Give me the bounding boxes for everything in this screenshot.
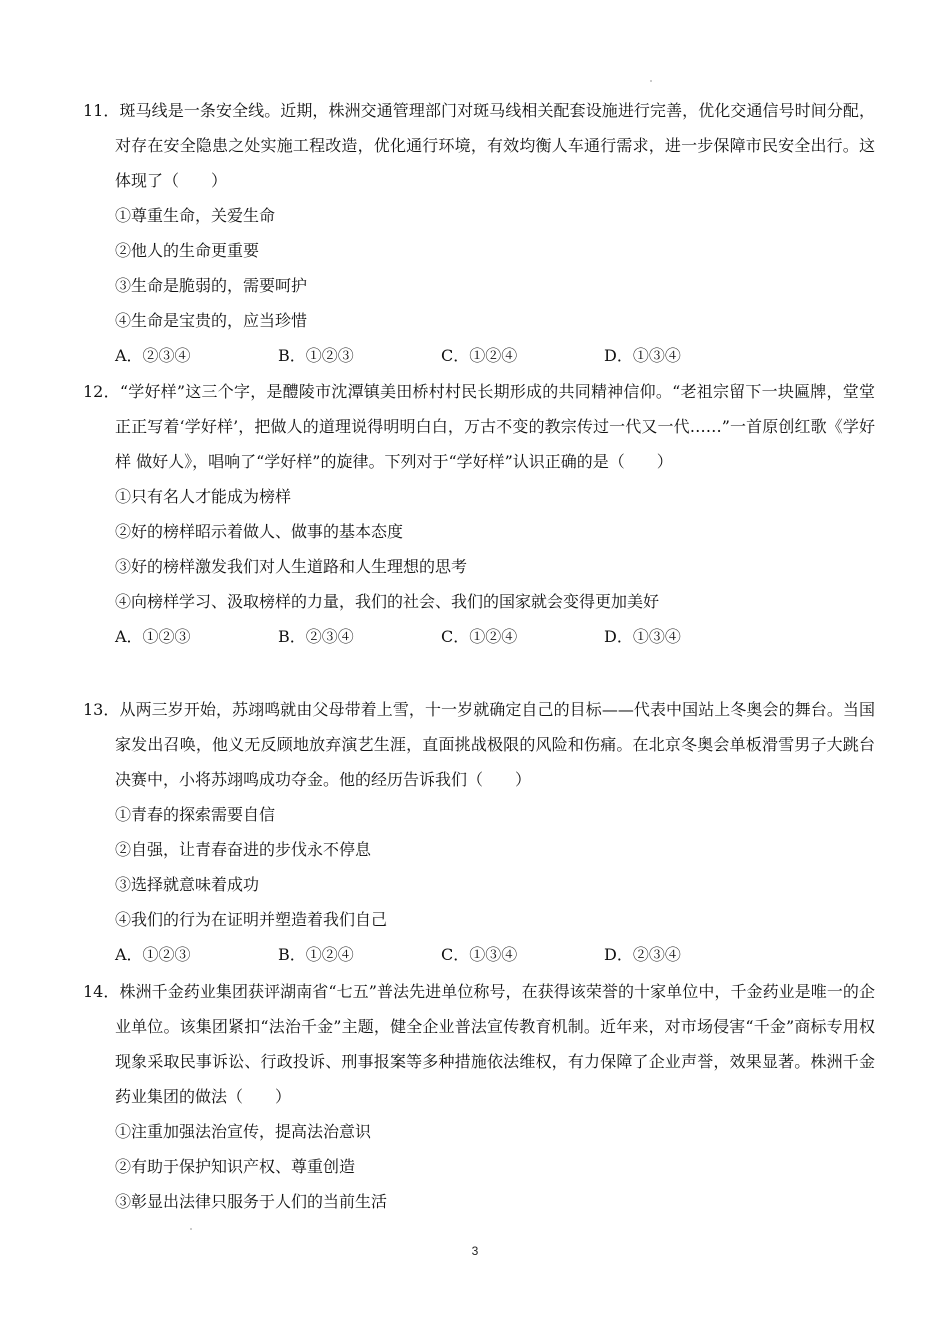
statement-option: ①只有名人才能成为榜样 (115, 487, 292, 506)
statement-option: ②好的榜样昭示着做人、做事的基本态度 (115, 522, 404, 541)
question-text: 从两三岁开始，苏翊鸣就由父母带着上雪，十一岁就确定自己的目标——代表中国站上冬奥会的舞台。当国家发出召唤，他义无反顾地放弃演艺生涯，直面挑战极限的风险和伤痛。在北京冬奥会单板滑雪男子大跳台决赛中，小将苏翊鸣成功夺金。他的经历告诉我们（ ） (115, 700, 875, 789)
question-stem (83, 93, 875, 198)
page-number: 3 (471, 1244, 479, 1258)
question-text: 株洲千金药业集团获评湖南省“七五”普法先进单位称号，在获得该荣誉的十家单位中，千金药业是唯一的企业单位。该集团紧扣“法治千金”主题，健全企业普法宣传教育机制。近年来，对市场侵害“千金”商标专用权现象采取民事诉讼、行政投诉、刑事报案等多种措施依法维权，有力保障了企业声誉，效果显著。株洲千金药业集团的做法（ ） (115, 982, 875, 1106)
scan-dot (190, 1228, 192, 1230)
statement-option: ④生命是宝贵的，应当珍惜 (115, 311, 308, 330)
question-number: 11． (83, 101, 120, 120)
statement-option: ③彰显出法律只服务于人们的当前生活 (115, 1192, 388, 1211)
question-13 (83, 692, 875, 972)
choice-a[interactable]: A．①②③ (115, 627, 191, 646)
question-stem (83, 974, 875, 1114)
statement-option: ③生命是脆弱的，需要呵护 (115, 276, 308, 295)
statement-option: ④我们的行为在证明并塑造着我们自己 (115, 910, 388, 929)
question-14 (83, 974, 875, 1219)
scan-dot (650, 80, 652, 82)
statement-option: ②他人的生命更重要 (115, 241, 260, 260)
question-stem (83, 374, 875, 479)
statement-option: ②自强，让青春奋进的步伐永不停息 (115, 840, 372, 859)
choice-b[interactable]: B．②③④ (278, 627, 354, 646)
question-11 (83, 93, 875, 373)
question-stem (83, 692, 875, 797)
choice-c[interactable]: C．①②④ (441, 627, 518, 646)
question-text: 斑马线是一条安全线。近期，株洲交通管理部门对斑马线相关配套设施进行完善，优化交通信号时间分配，对存在安全隐患之处实施工程改造，优化通行环境，有效均衡人车通行需求，进一步保障市民安全出行。这体现了（ ） (115, 101, 875, 190)
statement-option: ④向榜样学习、汲取榜样的力量，我们的社会、我们的国家就会变得更加美好 (115, 592, 660, 611)
question-number: 12． (83, 382, 120, 401)
choice-c[interactable]: C．①②④ (441, 346, 518, 365)
question-number: 13． (83, 700, 120, 719)
statement-option: ③好的榜样激发我们对人生道路和人生理想的思考 (115, 557, 468, 576)
question-number: 14． (83, 982, 120, 1001)
answer-choices (115, 619, 875, 654)
statement-option: ①青春的探索需要自信 (115, 805, 276, 824)
choice-a[interactable]: A．①②③ (115, 945, 191, 964)
answer-choices (115, 937, 875, 972)
choice-a[interactable]: A．②③④ (115, 346, 191, 365)
question-12 (83, 374, 875, 654)
choice-b[interactable]: B．①②③ (278, 346, 354, 365)
statement-option: ①注重加强法治宣传，提高法治意识 (115, 1122, 372, 1141)
statement-option: ③选择就意味着成功 (115, 875, 260, 894)
choice-d[interactable]: D．②③④ (604, 945, 681, 964)
statement-option: ①尊重生命，关爱生命 (115, 206, 276, 225)
statement-option: ②有助于保护知识产权、尊重创造 (115, 1157, 356, 1176)
question-text: “学好样”这三个字，是醴陵市沈潭镇美田桥村村民长期形成的共同精神信仰。“老祖宗留下一块匾牌，堂堂正正写着‘学好样’，把做人的道理说得明明白白，万古不变的教宗传过一代又一代……”一首原创红歌《学好样 做好人》，唱响了“学好样”的旋律。下列对于“学好样”认识正确的是（ ） (115, 382, 875, 471)
choice-c[interactable]: C．①③④ (441, 945, 518, 964)
answer-choices (115, 338, 875, 373)
choice-d[interactable]: D．①③④ (604, 627, 681, 646)
choice-b[interactable]: B．①②④ (278, 945, 354, 964)
choice-d[interactable]: D．①③④ (604, 346, 681, 365)
